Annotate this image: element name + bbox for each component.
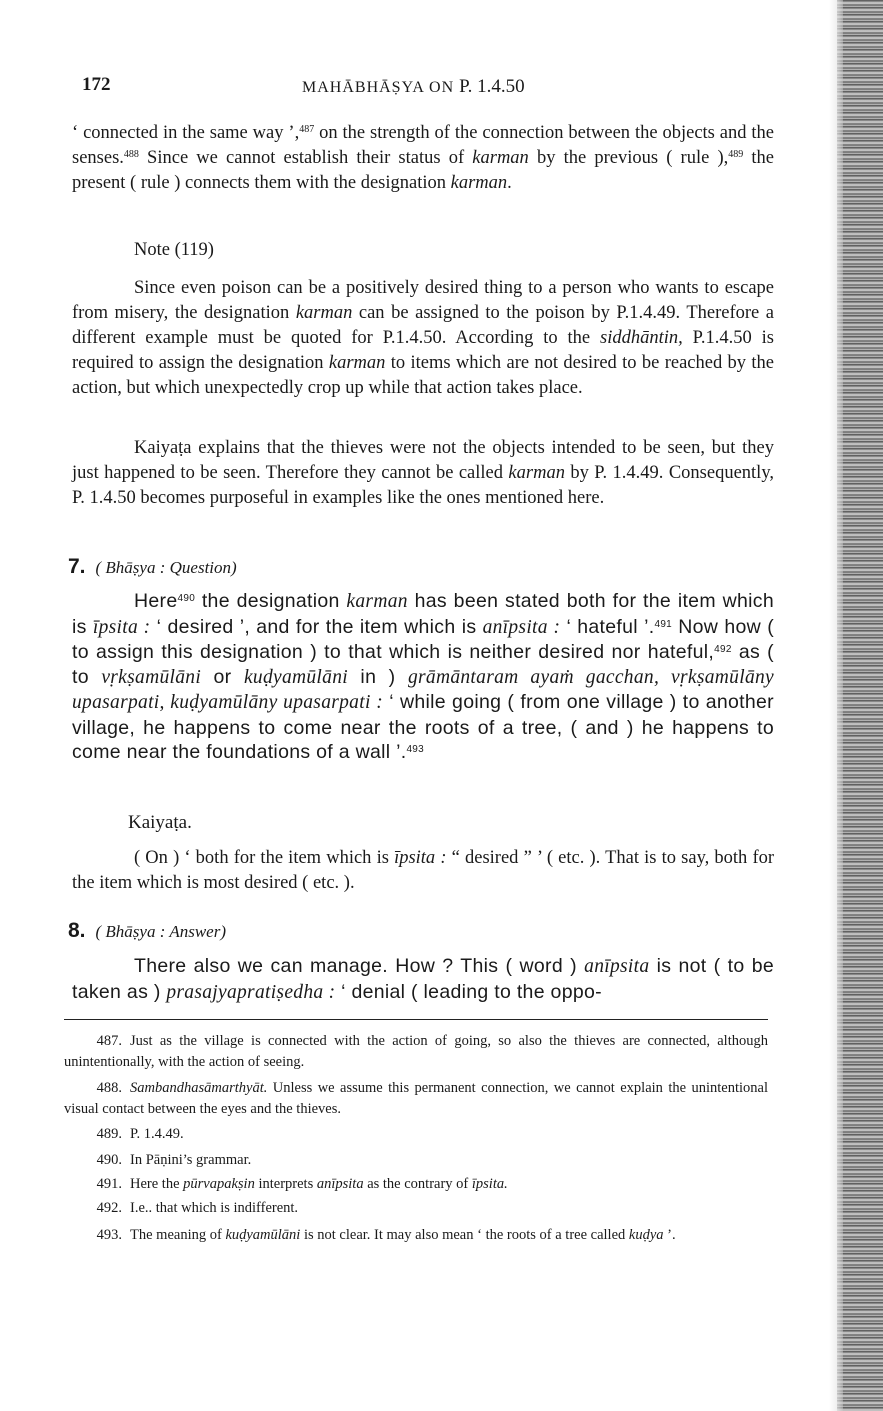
running-head-title: MAHĀBHĀṢYA ON — [302, 79, 455, 96]
italic-term: karman — [508, 463, 565, 483]
italic-term: karman — [328, 353, 386, 373]
text: Since we cannot establish their status of — [138, 148, 473, 168]
kaiyata-explanation-paragraph — [72, 436, 774, 511]
footnote-ref: 487 — [299, 124, 315, 135]
footnote-number: 488. — [96, 1080, 122, 1096]
footnote-number: 491. — [96, 1176, 122, 1192]
footnote-text: In Pāṇini’s grammar. — [130, 1152, 252, 1168]
text: to items which are not desired to be reached by the action, but which unexpectedly crop up while that action takes place. — [72, 353, 774, 398]
italic-term: īpsita : — [92, 616, 151, 638]
running-head-ref: P. 1.4.50 — [459, 76, 525, 97]
footnote-text: I.e.. that which is indifferent. — [130, 1200, 299, 1216]
text: the designation — [195, 590, 347, 612]
text: on the strength of the connection between the objects and the senses. — [72, 123, 774, 168]
footnote-text: ’. — [663, 1227, 676, 1243]
footnote-text: is not clear. It may also mean ‘ the roots of a tree called — [300, 1227, 629, 1243]
footnote-text: interprets — [254, 1176, 317, 1192]
italic-term: vṛkṣamūlāni — [101, 666, 202, 688]
text: ‘ denial ( leading to the oppo- — [335, 980, 602, 1003]
italic-term: kuḍyamūlāni — [225, 1227, 301, 1243]
italic-term: karman — [295, 303, 353, 323]
text: ( On ) ‘ both for the item which is — [134, 848, 395, 868]
italic-term: kuḍyamūlāni — [243, 666, 348, 688]
text: ‘ while going ( from one village ) to another village, he happens to come near the roots of a tree, ( and ) he happens to come near the foundations of a wall ’. — [72, 691, 774, 763]
italic-term: kuḍya — [628, 1227, 664, 1243]
section-title: ( Bhāṣya : Answer) — [95, 922, 226, 941]
italic-term: prasajyapratiṣedha : — [166, 981, 336, 1003]
text: the present ( rule ) connects them with the designation — [72, 148, 774, 193]
italic-term: īpsita : — [394, 848, 447, 868]
scanned-page-edge — [837, 0, 883, 1411]
text: Now how ( to assign this designation ) to that which is neither desired nor hateful, — [72, 615, 774, 663]
section-title: ( Bhāṣya : Question) — [95, 558, 237, 577]
footnote-ref: 491 — [654, 618, 673, 630]
footnote-text: Unless we assume this permanent connection, we cannot explain the unintentional visual contact between the eyes and the thieves. — [64, 1080, 768, 1117]
footnote-488 — [64, 1078, 768, 1120]
italic-term: anīpsita — [584, 956, 650, 977]
note-paragraph — [72, 276, 774, 401]
footnote-489 — [64, 1124, 768, 1145]
footnote-ref: 492 — [714, 644, 732, 655]
running-head — [302, 76, 525, 98]
italic-term: pūrvapakṣin — [183, 1176, 255, 1192]
page-edge-shadow — [829, 0, 843, 1411]
text: as ( to — [72, 641, 774, 688]
text: can be assigned to the poison by P.1.4.49. Therefore a different example must be quoted for P.1.4.50. According to the — [72, 303, 774, 348]
footnote-ref: 490 — [177, 593, 196, 604]
text: Since even poison can be a positively desired thing to a person who wants to escape from misery, the designation — [72, 278, 774, 323]
footnote-divider — [64, 1019, 768, 1020]
text: by the previous ( rule ), — [528, 148, 729, 168]
footnote-text: Here the — [130, 1176, 184, 1192]
text: Here — [134, 590, 178, 612]
text: Kaiyaṭa explains that the thieves were not the objects intended to be seen, but they just happened to be seen. Therefore they cannot be called — [72, 438, 774, 483]
footnote-number: 493. — [96, 1227, 122, 1243]
text: There also we can manage. How ? This ( word ) — [134, 955, 585, 977]
footnote-number: 490. — [96, 1152, 122, 1168]
kaiyata-comment-paragraph — [72, 846, 774, 896]
footnote-487 — [64, 1031, 768, 1073]
footnote-491 — [64, 1174, 768, 1195]
footnote-text: Just as the village is connected with the action of going, so also the thieves are connected, although unintentionally, with the action of seeing. — [64, 1033, 768, 1070]
italic-term: anīpsita : — [482, 616, 561, 638]
italic-term: īpsita. — [471, 1176, 508, 1192]
text: “ desired ” ’ ( etc. ). That is to say, both for the item which is most desired ( etc. ). — [72, 848, 775, 893]
note-heading: Note (119) — [134, 240, 214, 260]
italic-term: grāmāntaram ayaṁ gacchan, vṛkṣamūlāny upasarpati, kuḍyamūlāny upasarpati : — [72, 666, 774, 713]
section-number: 8. — [68, 919, 86, 942]
page-number: 172 — [82, 74, 111, 95]
footnote-text: The meaning of — [130, 1227, 226, 1243]
kaiyata-heading: Kaiyaṭa. — [128, 812, 192, 833]
footnote-490 — [64, 1150, 768, 1171]
text: has been stated both for the item which is — [72, 590, 774, 638]
text: ‘ desired ’, and for the item which is — [150, 615, 483, 638]
text: ‘ connected in the same way ’, — [72, 123, 300, 143]
footnote-text: as the contrary of — [363, 1176, 472, 1192]
italic-term: karman — [472, 148, 529, 168]
footnote-number: 489. — [96, 1126, 122, 1142]
text: by P. 1.4.49. Consequently, P. 1.4.50 becomes purposeful in examples like the ones mentioned here. — [72, 463, 774, 508]
section-number: 7. — [68, 555, 86, 578]
footnote-ref: 488 — [123, 149, 139, 160]
footnote-text: P. 1.4.49. — [130, 1126, 184, 1142]
italic-term: siddhāntin, — [600, 328, 683, 348]
section-8-heading — [68, 919, 226, 943]
footnote-number: 487. — [96, 1033, 122, 1049]
italic-term: Sambandhasāmarthyāt. — [130, 1080, 268, 1096]
page-header — [82, 74, 772, 100]
italic-term: karman — [450, 173, 508, 193]
text: in ) — [347, 665, 408, 688]
bhasya-answer-paragraph — [72, 954, 774, 1005]
italic-term: karman — [346, 591, 408, 612]
footnote-ref: 489 — [728, 149, 744, 160]
section-7-heading — [68, 555, 237, 579]
text: ‘ hateful ’. — [560, 615, 655, 638]
text: . — [507, 173, 512, 193]
footnote-number: 492. — [96, 1200, 122, 1216]
footnote-492 — [64, 1198, 768, 1219]
text: is not ( to be taken as ) — [72, 955, 774, 1003]
bhasya-question-paragraph — [72, 589, 774, 765]
italic-term: anīpsita — [316, 1176, 364, 1192]
footnote-ref: 493 — [406, 744, 425, 755]
paragraph-continuation — [72, 121, 774, 196]
footnote-493 — [64, 1225, 768, 1246]
text: P.1.4.50 is required to assign the designation — [72, 328, 775, 373]
text: or — [201, 665, 244, 688]
